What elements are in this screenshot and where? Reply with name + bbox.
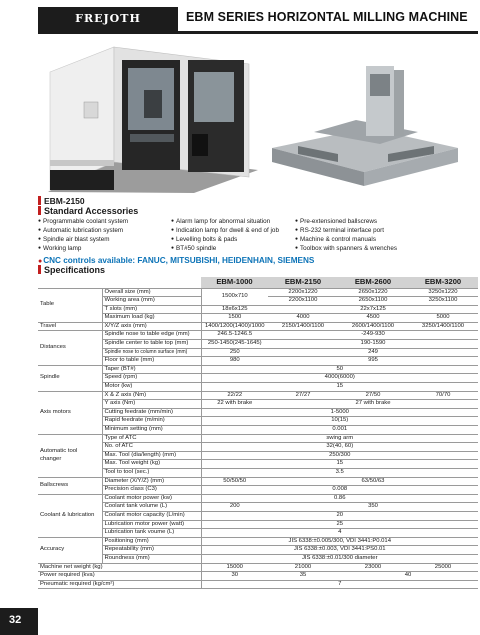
table-row	[38, 322, 478, 331]
table-cell: 22/22	[201, 391, 268, 400]
row-label: Coolant motor capacity (L/min)	[102, 511, 201, 520]
table-row	[38, 477, 478, 486]
table-cell: 2200x1100	[268, 297, 338, 306]
table-row	[38, 563, 478, 572]
row-label: Spindle center to table top (mm)	[102, 340, 201, 349]
table-cell: 18x6x125	[201, 305, 268, 314]
table-cell: 190-1590	[268, 340, 478, 349]
table-cell: 3250/1400/1100	[408, 322, 478, 331]
table-cell: 0.008	[201, 486, 478, 495]
table-row	[38, 468, 478, 477]
table-cell: 250-1450(245-1645)	[201, 340, 268, 349]
table-cell: 4	[201, 529, 478, 538]
table-row	[38, 511, 478, 520]
table-row	[38, 503, 478, 512]
page-number: 32	[0, 608, 38, 635]
row-label: Coolant motor power (kw)	[102, 494, 201, 503]
column-header: EBM-2150	[268, 277, 338, 288]
table-row	[38, 434, 478, 443]
accessories-column	[171, 217, 279, 253]
table-cell: 2200x1220	[268, 288, 338, 297]
row-label: Repeatability (mm)	[102, 546, 201, 555]
machine-photo	[44, 42, 259, 194]
row-label: Floor to table (mm)	[102, 357, 201, 366]
table-cell: 3250x1220	[408, 288, 478, 297]
table-row	[38, 357, 478, 366]
table-row	[38, 443, 478, 452]
list-item: ● Alarm lamp for abnormal situation	[171, 217, 279, 226]
table-cell: 2650x1100	[338, 297, 408, 306]
table-cell: 246.5-1246.5	[201, 331, 268, 340]
table-cell: 3250x1100	[408, 297, 478, 306]
table-cell: 15000	[201, 563, 268, 572]
group-label: Axis motors	[38, 391, 102, 434]
table-cell: 0.86	[201, 494, 478, 503]
row-label: Coolant tank volume (L)	[102, 503, 201, 512]
table-cell: 20	[201, 511, 478, 520]
row-label: Overall size (mm)	[102, 288, 201, 297]
list-item: ● BT#50 spindle	[171, 244, 279, 253]
table-cell: 50	[201, 365, 478, 374]
accessories-column	[295, 217, 397, 253]
list-item: ● Working lamp	[38, 244, 128, 253]
table-cell: 1500	[201, 314, 268, 323]
table-cell: 22 with brake	[201, 400, 268, 409]
section-marker	[38, 206, 41, 215]
table-row	[38, 460, 478, 469]
brand-name: FREJOTH	[75, 12, 141, 25]
table-row	[38, 374, 478, 383]
table-cell: 27 with brake	[268, 400, 478, 409]
machine-table-photo	[268, 62, 462, 192]
table-row	[38, 494, 478, 503]
row-label: Positioning (mm)	[102, 537, 201, 546]
table-cell: 250/300	[201, 451, 478, 460]
table-cell: 1400/1200(1400)/1000	[201, 322, 268, 331]
table-cell: 30	[201, 572, 268, 581]
table-row	[38, 340, 478, 349]
table-row	[38, 408, 478, 417]
table-row	[38, 572, 478, 581]
table-cell: 70/70	[408, 391, 478, 400]
table-cell: 4000(6000)	[201, 374, 478, 383]
table-cell: JIS 6338:±0.003, VDI 3441:PS0.01	[201, 546, 478, 555]
list-item: ● Spindle air blast system	[38, 235, 128, 244]
table-row	[38, 520, 478, 529]
list-item: ● Toolbox with spanners & wrenches	[295, 244, 397, 253]
row-label: Y axis (Nm)	[102, 400, 201, 409]
row-label: T slots (mm)	[102, 305, 201, 314]
table-cell: 1-5000	[201, 408, 478, 417]
group-label: Ballscrews	[38, 477, 102, 494]
table-cell: 2150/1400/1100	[268, 322, 338, 331]
list-item: ● Indication lamp for dwell & end of job	[171, 226, 279, 235]
table-cell: 4000	[268, 314, 338, 323]
row-label: Roundness (mm)	[102, 554, 201, 563]
table-row	[38, 365, 478, 374]
brand-logo	[38, 7, 178, 31]
table-cell: 2600/1400/1100	[338, 322, 408, 331]
table-row	[38, 314, 478, 323]
row-label: Tool to tool (sec.)	[102, 468, 201, 477]
table-row	[38, 554, 478, 563]
table-cell: 22x7x125	[268, 305, 478, 314]
table-row	[38, 537, 478, 546]
table-cell: swing arm	[201, 434, 478, 443]
table-cell: 32(40, 60)	[201, 443, 478, 452]
table-row	[38, 400, 478, 409]
table-row	[38, 331, 478, 340]
accessories-heading	[38, 206, 138, 217]
row-label: Power required (kva)	[38, 572, 201, 581]
table-cell: 0.001	[201, 426, 478, 435]
table-cell: 350	[268, 503, 478, 512]
table-row	[38, 546, 478, 555]
table-cell: 995	[268, 357, 478, 366]
row-label: Max. Tool (dia/length) (mm)	[102, 451, 201, 460]
table-cell: 50/50/50	[201, 477, 268, 486]
specifications-heading	[38, 265, 105, 276]
table-cell: 5000	[408, 314, 478, 323]
page-title: EBM SERIES HORIZONTAL MILLING MACHINE	[186, 10, 468, 24]
group-label: Travel	[38, 322, 102, 331]
list-item: ● Automatic lubrication system	[38, 226, 128, 235]
table-cell: 200	[201, 503, 268, 512]
table-cell: 23000	[338, 563, 408, 572]
list-item: ● Levelling bolts & pads	[171, 235, 279, 244]
section-marker	[38, 265, 41, 274]
table-cell: 4500	[338, 314, 408, 323]
group-label: Coolant & lubrication	[38, 494, 102, 537]
accessories-title: Standard Accessories	[44, 206, 139, 216]
group-label: Table	[38, 288, 102, 322]
caption-marker	[38, 196, 41, 205]
table-row	[38, 348, 478, 357]
table-row	[38, 305, 478, 314]
row-label: Lubrication tank voume (L)	[102, 529, 201, 538]
row-label: Pneumatic required (kg/cm²)	[38, 580, 201, 589]
row-label: Diameter (X/Y/Z) (mm)	[102, 477, 201, 486]
specifications-title: Specifications	[44, 265, 106, 275]
table-cell: JIS 6338:±0.005/300, VDI 3441:P0.014	[201, 537, 478, 546]
group-label: Accuracy	[38, 537, 102, 563]
table-cell: 25000	[408, 563, 478, 572]
table-header-blank	[102, 277, 201, 288]
table-cell: 10(15)	[201, 417, 478, 426]
list-item: ● RS-232 terminal interface port	[295, 226, 397, 235]
group-label: Spindle	[38, 365, 102, 391]
column-header: EBM-1000	[201, 277, 268, 288]
table-cell: 3.5	[201, 468, 478, 477]
table-cell: 15	[201, 460, 478, 469]
table-cell: 15	[201, 383, 478, 392]
table-cell: 2650x1220	[338, 288, 408, 297]
row-label: Spindle nose to table edge (mm)	[102, 331, 201, 340]
row-label: No. of ATC	[102, 443, 201, 452]
table-row	[38, 383, 478, 392]
row-label: Motor (kw)	[102, 383, 201, 392]
table-cell: JIS 6338:±0.01/300 diameter	[201, 554, 478, 563]
row-label: Taper (BT#)	[102, 365, 201, 374]
table-row	[38, 288, 478, 297]
row-label: Cutting feedrate (mm/min)	[102, 408, 201, 417]
table-cell: 21000	[268, 563, 338, 572]
table-cell: 25	[201, 520, 478, 529]
table-cell: 63/50/63	[268, 477, 478, 486]
column-header: EBM-3200	[408, 277, 478, 288]
row-label: Maximum load (kg)	[102, 314, 201, 323]
table-cell: 35	[268, 572, 338, 581]
bullet-dot-icon: ●	[38, 258, 43, 265]
cnc-controls-text: CNC controls available: FANUC, MITSUBISHI, HEIDENHAIN, SIEMENS	[43, 256, 315, 265]
table-cell: 980	[201, 357, 268, 366]
model-caption: EBM-2150	[44, 196, 85, 206]
row-label: Machine net weight (kg)	[38, 563, 201, 572]
group-label: Automatic tool changer	[38, 434, 102, 477]
table-cell: 7	[201, 580, 478, 589]
table-header-row	[38, 277, 478, 288]
column-header: EBM-2600	[338, 277, 408, 288]
row-label: X/Y/Z axis (mm)	[102, 322, 201, 331]
row-label: Max. Tool weight (kg)	[102, 460, 201, 469]
table-row	[38, 451, 478, 460]
row-label: Speed (rpm)	[102, 374, 201, 383]
row-label: X & Z axis (Nm)	[102, 391, 201, 400]
table-row	[38, 580, 478, 589]
table-cell: 27/27	[268, 391, 338, 400]
title-divider	[38, 31, 478, 34]
row-label: Rapid feedrate (m/min)	[102, 417, 201, 426]
table-cell: 40	[338, 572, 478, 581]
row-label: Spindle nose to column surface (mm)	[102, 348, 201, 357]
accessories-column	[38, 217, 128, 253]
specifications-table	[38, 277, 478, 589]
row-label: Type of ATC	[102, 434, 201, 443]
table-cell: 250	[201, 348, 268, 357]
row-label: Minimum setting (mm)	[102, 426, 201, 435]
table-cell: 249	[268, 348, 478, 357]
table-cell: 1500x710	[201, 288, 268, 305]
table-header-blank	[38, 277, 102, 288]
table-row	[38, 529, 478, 538]
table-row	[38, 426, 478, 435]
table-row	[38, 486, 478, 495]
list-item: ● Programmable coolant system	[38, 217, 128, 226]
table-cell: 27/50	[338, 391, 408, 400]
table-row	[38, 391, 478, 400]
row-label: Working area (mm)	[102, 297, 201, 306]
group-label: Distances	[38, 331, 102, 365]
list-item: ● Pre-extensioned ballscrews	[295, 217, 397, 226]
row-label: Precision class (C3)	[102, 486, 201, 495]
table-row	[38, 417, 478, 426]
list-item: ● Machine & control manuals	[295, 235, 397, 244]
row-label: Lubrication motor power (watt)	[102, 520, 201, 529]
table-cell: -249-930	[268, 331, 478, 340]
